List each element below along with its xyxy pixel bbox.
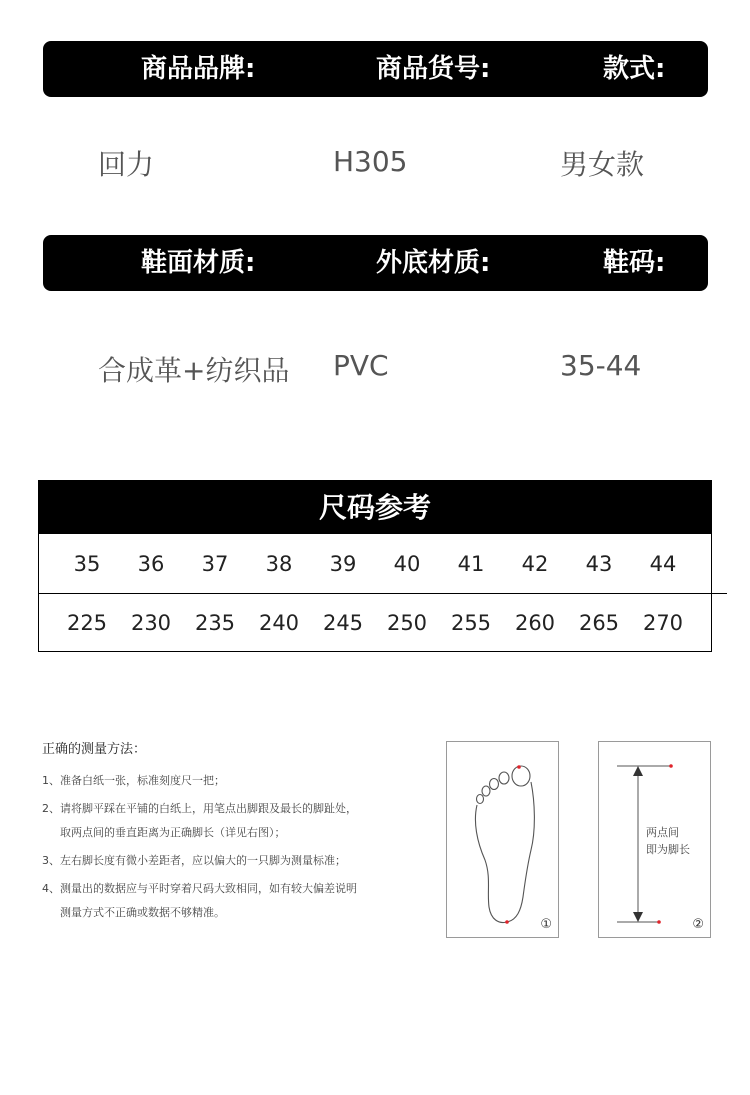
size-cell: 37 (201, 552, 229, 576)
size-cell: 39 (329, 552, 357, 576)
model-label: 商品货号: (376, 54, 491, 84)
length-cell: 250 (386, 611, 428, 635)
length-cell: 245 (322, 611, 364, 635)
foot-outline-icon (447, 742, 560, 939)
size-cell: 41 (457, 552, 485, 576)
length-cell: 265 (578, 611, 620, 635)
style-label: 款式: (603, 54, 666, 84)
measure-step-text: 4、测量出的数据应与平时穿着尺码大致相同，如有较大偏差说明 (42, 882, 357, 895)
sole-material-value: PVC (333, 349, 389, 382)
measure-step (42, 849, 432, 873)
length-cell: 235 (194, 611, 236, 635)
upper-material-value: 合成革+纺织品 (98, 354, 290, 387)
shoe-size-value: 35-44 (560, 349, 642, 382)
foot-figure (446, 741, 559, 938)
size-cell: 35 (73, 552, 101, 576)
style-value: 男女款 (560, 148, 645, 181)
measure-step (42, 877, 432, 925)
upper-material-label: 鞋面材质: (141, 248, 256, 278)
spec-header-bar-2 (43, 235, 708, 291)
measure-title: 正确的测量方法： (42, 742, 147, 757)
heel-dot (505, 920, 509, 924)
length-row (39, 594, 727, 652)
toe-dot (517, 765, 521, 769)
measure-step-text: 3、左右脚长度有微小差距者，应以偏大的一只脚为测量标准； (42, 854, 346, 867)
length-cell: 260 (514, 611, 556, 635)
size-row (39, 535, 727, 594)
spec-header-bar-1 (43, 41, 708, 97)
measure-step-text: 1、准备白纸一张，标准刻度尺一把； (42, 774, 225, 787)
size-chart-table (38, 480, 712, 652)
measure-step-text-cont: 测量方式不正确或数据不够精准。 (60, 906, 225, 919)
size-cell: 43 (585, 552, 613, 576)
length-label (646, 824, 690, 858)
size-cell: 44 (649, 552, 677, 576)
size-cell: 38 (265, 552, 293, 576)
length-cell: 270 (642, 611, 684, 635)
model-value: H305 (333, 145, 408, 178)
size-cell: 40 (393, 552, 421, 576)
size-cell: 42 (521, 552, 549, 576)
length-label-line2: 即为脚长 (646, 843, 690, 856)
measure-step (42, 769, 432, 793)
brand-value: 回力 (98, 148, 155, 181)
brand-label: 商品品牌: (141, 54, 256, 84)
figure-number: ① (540, 917, 552, 932)
measure-instructions (42, 738, 432, 925)
length-label-line1: 两点间 (646, 826, 679, 839)
length-cell: 240 (258, 611, 300, 635)
length-cell: 255 (450, 611, 492, 635)
figure-number: ② (692, 917, 704, 932)
length-figure (598, 741, 711, 938)
size-chart-title: 尺码参考 (39, 481, 711, 534)
length-cell: 225 (66, 611, 108, 635)
measure-step-text: 2、请将脚平踩在平铺的白纸上，用笔点出脚跟及最长的脚趾处， (42, 802, 357, 815)
size-cell: 36 (137, 552, 165, 576)
measure-step (42, 797, 432, 845)
measure-step-text-cont: 取两点间的垂直距离为正确脚长（详见右图）； (60, 826, 286, 839)
shoe-size-label: 鞋码: (603, 248, 666, 278)
sole-material-label: 外底材质: (376, 248, 491, 278)
length-cell: 230 (130, 611, 172, 635)
